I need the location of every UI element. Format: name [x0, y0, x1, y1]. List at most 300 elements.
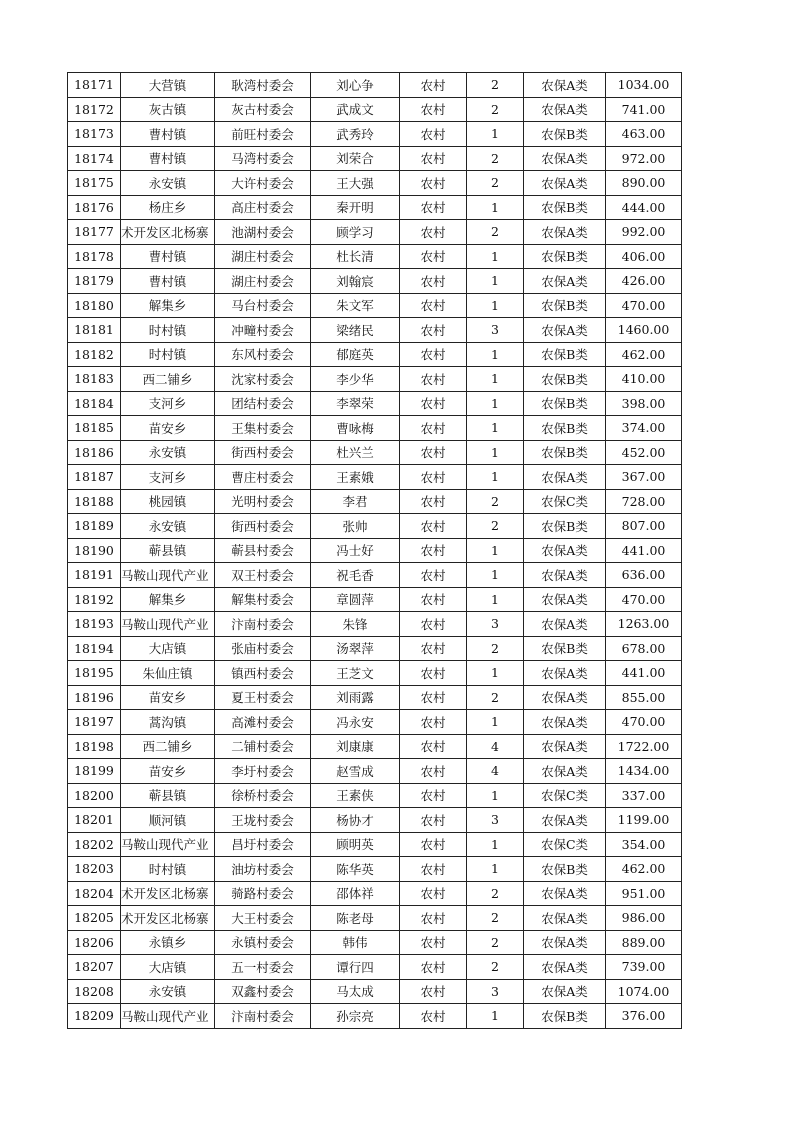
person-name-cell: 陈华英: [311, 857, 400, 882]
insurance-category-cell: 农保C类: [524, 832, 606, 857]
person-name-cell: 孙宗亮: [311, 1004, 400, 1029]
record-id-cell: 18207: [68, 955, 121, 980]
area-type-cell: 农村: [400, 195, 467, 220]
record-id-cell: 18198: [68, 734, 121, 759]
amount-cell: 376.00: [606, 1004, 682, 1029]
record-id-cell: 18202: [68, 832, 121, 857]
township-cell: 灰古镇: [121, 97, 215, 122]
insurance-category-cell: 农保B类: [524, 195, 606, 220]
township-cell: 永镇乡: [121, 930, 215, 955]
area-type-cell: 农村: [400, 734, 467, 759]
household-count-cell: 2: [467, 489, 524, 514]
area-type-cell: 农村: [400, 563, 467, 588]
table-row: [68, 808, 682, 833]
village-committee-cell: 东风村委会: [215, 342, 311, 367]
amount-cell: 462.00: [606, 857, 682, 882]
insurance-category-cell: 农保B类: [524, 293, 606, 318]
table-row: [68, 244, 682, 269]
village-committee-cell: 冲疃村委会: [215, 318, 311, 343]
amount-cell: 398.00: [606, 391, 682, 416]
township-cell: 曹村镇: [121, 146, 215, 171]
table-row: [68, 685, 682, 710]
village-committee-cell: 蕲县村委会: [215, 538, 311, 563]
area-type-cell: 农村: [400, 783, 467, 808]
amount-cell: 406.00: [606, 244, 682, 269]
area-type-cell: 农村: [400, 881, 467, 906]
township-cell: 马鞍山现代产业: [121, 832, 215, 857]
table-row: [68, 538, 682, 563]
table-row: [68, 759, 682, 784]
village-committee-cell: 大许村委会: [215, 171, 311, 196]
village-committee-cell: 双王村委会: [215, 563, 311, 588]
person-name-cell: 祝毛香: [311, 563, 400, 588]
table-row: [68, 171, 682, 196]
area-type-cell: 农村: [400, 514, 467, 539]
household-count-cell: 1: [467, 416, 524, 441]
record-id-cell: 18176: [68, 195, 121, 220]
table-row: [68, 220, 682, 245]
record-id-cell: 18194: [68, 636, 121, 661]
township-cell: 苗安乡: [121, 759, 215, 784]
person-name-cell: 顾明英: [311, 832, 400, 857]
household-count-cell: 3: [467, 808, 524, 833]
household-count-cell: 1: [467, 832, 524, 857]
township-cell: 永安镇: [121, 440, 215, 465]
record-id-cell: 18185: [68, 416, 121, 441]
area-type-cell: 农村: [400, 636, 467, 661]
household-count-cell: 1: [467, 391, 524, 416]
person-name-cell: 王素侠: [311, 783, 400, 808]
insurance-category-cell: 农保A类: [524, 171, 606, 196]
village-committee-cell: 五一村委会: [215, 955, 311, 980]
amount-cell: 470.00: [606, 710, 682, 735]
area-type-cell: 农村: [400, 416, 467, 441]
person-name-cell: 刘翰宸: [311, 269, 400, 294]
record-id-cell: 18172: [68, 97, 121, 122]
table-row: [68, 391, 682, 416]
village-committee-cell: 沈家村委会: [215, 367, 311, 392]
records-table: [67, 72, 682, 1029]
village-committee-cell: 二铺村委会: [215, 734, 311, 759]
amount-cell: 728.00: [606, 489, 682, 514]
table-row: [68, 563, 682, 588]
insurance-category-cell: 农保B类: [524, 416, 606, 441]
township-cell: 支河乡: [121, 465, 215, 490]
area-type-cell: 农村: [400, 759, 467, 784]
record-id-cell: 18188: [68, 489, 121, 514]
record-id-cell: 18184: [68, 391, 121, 416]
area-type-cell: 农村: [400, 955, 467, 980]
table-row: [68, 195, 682, 220]
person-name-cell: 汤翠萍: [311, 636, 400, 661]
village-committee-cell: 曹庄村委会: [215, 465, 311, 490]
table-row: [68, 930, 682, 955]
area-type-cell: 农村: [400, 489, 467, 514]
village-committee-cell: 耿湾村委会: [215, 73, 311, 98]
township-cell: 曹村镇: [121, 122, 215, 147]
area-type-cell: 农村: [400, 244, 467, 269]
area-type-cell: 农村: [400, 612, 467, 637]
township-cell: 时村镇: [121, 318, 215, 343]
insurance-category-cell: 农保A类: [524, 612, 606, 637]
record-id-cell: 18204: [68, 881, 121, 906]
record-id-cell: 18203: [68, 857, 121, 882]
insurance-category-cell: 农保A类: [524, 734, 606, 759]
amount-cell: 444.00: [606, 195, 682, 220]
table-row: [68, 857, 682, 882]
person-name-cell: 杜长清: [311, 244, 400, 269]
household-count-cell: 1: [467, 563, 524, 588]
area-type-cell: 农村: [400, 97, 467, 122]
village-committee-cell: 汴南村委会: [215, 1004, 311, 1029]
township-cell: 曹村镇: [121, 269, 215, 294]
person-name-cell: 王大强: [311, 171, 400, 196]
area-type-cell: 农村: [400, 1004, 467, 1029]
village-committee-cell: 前旺村委会: [215, 122, 311, 147]
area-type-cell: 农村: [400, 587, 467, 612]
township-cell: 大店镇: [121, 955, 215, 980]
insurance-category-cell: 农保A类: [524, 465, 606, 490]
person-name-cell: 谭行四: [311, 955, 400, 980]
township-cell: 术开发区北杨寨: [121, 906, 215, 931]
person-name-cell: 刘荣合: [311, 146, 400, 171]
household-count-cell: 2: [467, 97, 524, 122]
township-cell: 支河乡: [121, 391, 215, 416]
person-name-cell: 刘康康: [311, 734, 400, 759]
township-cell: 马鞍山现代产业: [121, 563, 215, 588]
household-count-cell: 1: [467, 195, 524, 220]
township-cell: 蕲县镇: [121, 538, 215, 563]
table-row: [68, 1004, 682, 1029]
insurance-category-cell: 农保A类: [524, 563, 606, 588]
person-name-cell: 章圆萍: [311, 587, 400, 612]
area-type-cell: 农村: [400, 808, 467, 833]
village-committee-cell: 双鑫村委会: [215, 979, 311, 1004]
household-count-cell: 1: [467, 342, 524, 367]
household-count-cell: 2: [467, 220, 524, 245]
person-name-cell: 冯士好: [311, 538, 400, 563]
household-count-cell: 1: [467, 661, 524, 686]
record-id-cell: 18174: [68, 146, 121, 171]
insurance-category-cell: 农保A类: [524, 587, 606, 612]
village-committee-cell: 池湖村委会: [215, 220, 311, 245]
table-body: [68, 73, 682, 1029]
person-name-cell: 韩伟: [311, 930, 400, 955]
household-count-cell: 2: [467, 955, 524, 980]
village-committee-cell: 灰古村委会: [215, 97, 311, 122]
area-type-cell: 农村: [400, 293, 467, 318]
village-committee-cell: 张庙村委会: [215, 636, 311, 661]
area-type-cell: 农村: [400, 318, 467, 343]
person-name-cell: 顾学习: [311, 220, 400, 245]
village-committee-cell: 永镇村委会: [215, 930, 311, 955]
insurance-category-cell: 农保A类: [524, 146, 606, 171]
insurance-category-cell: 农保B类: [524, 342, 606, 367]
record-id-cell: 18190: [68, 538, 121, 563]
record-id-cell: 18179: [68, 269, 121, 294]
amount-cell: 1434.00: [606, 759, 682, 784]
area-type-cell: 农村: [400, 342, 467, 367]
record-id-cell: 18173: [68, 122, 121, 147]
person-name-cell: 杜兴兰: [311, 440, 400, 465]
record-id-cell: 18183: [68, 367, 121, 392]
village-committee-cell: 湖庄村委会: [215, 244, 311, 269]
insurance-category-cell: 农保A类: [524, 710, 606, 735]
area-type-cell: 农村: [400, 122, 467, 147]
village-committee-cell: 高滩村委会: [215, 710, 311, 735]
person-name-cell: 梁绪民: [311, 318, 400, 343]
area-type-cell: 农村: [400, 391, 467, 416]
insurance-category-cell: 农保A类: [524, 808, 606, 833]
person-name-cell: 张帅: [311, 514, 400, 539]
record-id-cell: 18189: [68, 514, 121, 539]
household-count-cell: 2: [467, 930, 524, 955]
village-committee-cell: 徐桥村委会: [215, 783, 311, 808]
amount-cell: 739.00: [606, 955, 682, 980]
insurance-category-cell: 农保A类: [524, 269, 606, 294]
amount-cell: 951.00: [606, 881, 682, 906]
table-row: [68, 465, 682, 490]
record-id-cell: 18206: [68, 930, 121, 955]
household-count-cell: 1: [467, 783, 524, 808]
person-name-cell: 武成文: [311, 97, 400, 122]
area-type-cell: 农村: [400, 832, 467, 857]
record-id-cell: 18187: [68, 465, 121, 490]
person-name-cell: 王素娥: [311, 465, 400, 490]
township-cell: 术开发区北杨寨: [121, 881, 215, 906]
insurance-category-cell: 农保C类: [524, 489, 606, 514]
insurance-category-cell: 农保A类: [524, 685, 606, 710]
township-cell: 解集乡: [121, 587, 215, 612]
record-id-cell: 18201: [68, 808, 121, 833]
township-cell: 苗安乡: [121, 416, 215, 441]
village-committee-cell: 王垅村委会: [215, 808, 311, 833]
amount-cell: 636.00: [606, 563, 682, 588]
township-cell: 桃园镇: [121, 489, 215, 514]
household-count-cell: 2: [467, 171, 524, 196]
township-cell: 大店镇: [121, 636, 215, 661]
household-count-cell: 3: [467, 979, 524, 1004]
insurance-category-cell: 农保A类: [524, 979, 606, 1004]
township-cell: 蕲县镇: [121, 783, 215, 808]
record-id-cell: 18182: [68, 342, 121, 367]
person-name-cell: 曹咏梅: [311, 416, 400, 441]
village-committee-cell: 马湾村委会: [215, 146, 311, 171]
household-count-cell: 3: [467, 318, 524, 343]
record-id-cell: 18199: [68, 759, 121, 784]
table-row: [68, 122, 682, 147]
area-type-cell: 农村: [400, 440, 467, 465]
amount-cell: 992.00: [606, 220, 682, 245]
record-id-cell: 18186: [68, 440, 121, 465]
township-cell: 永安镇: [121, 514, 215, 539]
amount-cell: 426.00: [606, 269, 682, 294]
area-type-cell: 农村: [400, 367, 467, 392]
amount-cell: 452.00: [606, 440, 682, 465]
township-cell: 蒿沟镇: [121, 710, 215, 735]
household-count-cell: 1: [467, 122, 524, 147]
person-name-cell: 刘心争: [311, 73, 400, 98]
village-committee-cell: 夏王村委会: [215, 685, 311, 710]
township-cell: 术开发区北杨寨: [121, 220, 215, 245]
township-cell: 朱仙庄镇: [121, 661, 215, 686]
village-committee-cell: 马台村委会: [215, 293, 311, 318]
village-committee-cell: 昌圩村委会: [215, 832, 311, 857]
table-row: [68, 612, 682, 637]
person-name-cell: 冯永安: [311, 710, 400, 735]
record-id-cell: 18208: [68, 979, 121, 1004]
amount-cell: 890.00: [606, 171, 682, 196]
insurance-category-cell: 农保B类: [524, 857, 606, 882]
person-name-cell: 杨协才: [311, 808, 400, 833]
household-count-cell: 1: [467, 244, 524, 269]
amount-cell: 1199.00: [606, 808, 682, 833]
person-name-cell: 李翠荣: [311, 391, 400, 416]
amount-cell: 1460.00: [606, 318, 682, 343]
amount-cell: 367.00: [606, 465, 682, 490]
insurance-category-cell: 农保A类: [524, 97, 606, 122]
amount-cell: 410.00: [606, 367, 682, 392]
amount-cell: 354.00: [606, 832, 682, 857]
table-row: [68, 73, 682, 98]
insurance-category-cell: 农保A类: [524, 220, 606, 245]
table-row: [68, 783, 682, 808]
township-cell: 西二铺乡: [121, 367, 215, 392]
household-count-cell: 2: [467, 685, 524, 710]
table-row: [68, 342, 682, 367]
insurance-category-cell: 农保B类: [524, 244, 606, 269]
record-id-cell: 18177: [68, 220, 121, 245]
table-row: [68, 367, 682, 392]
insurance-category-cell: 农保A类: [524, 930, 606, 955]
township-cell: 顺河镇: [121, 808, 215, 833]
household-count-cell: 1: [467, 367, 524, 392]
insurance-category-cell: 农保A类: [524, 73, 606, 98]
table-row: [68, 416, 682, 441]
amount-cell: 678.00: [606, 636, 682, 661]
table-row: [68, 710, 682, 735]
record-id-cell: 18205: [68, 906, 121, 931]
household-count-cell: 1: [467, 538, 524, 563]
village-committee-cell: 湖庄村委会: [215, 269, 311, 294]
amount-cell: 889.00: [606, 930, 682, 955]
insurance-category-cell: 农保B类: [524, 514, 606, 539]
person-name-cell: 马太成: [311, 979, 400, 1004]
household-count-cell: 1: [467, 293, 524, 318]
household-count-cell: 2: [467, 73, 524, 98]
household-count-cell: 1: [467, 587, 524, 612]
table-row: [68, 832, 682, 857]
person-name-cell: 朱锋: [311, 612, 400, 637]
area-type-cell: 农村: [400, 979, 467, 1004]
record-id-cell: 18197: [68, 710, 121, 735]
amount-cell: 441.00: [606, 661, 682, 686]
table-row: [68, 979, 682, 1004]
area-type-cell: 农村: [400, 465, 467, 490]
insurance-category-cell: 农保A类: [524, 538, 606, 563]
township-cell: 时村镇: [121, 342, 215, 367]
table-row: [68, 97, 682, 122]
household-count-cell: 2: [467, 636, 524, 661]
area-type-cell: 农村: [400, 269, 467, 294]
township-cell: 苗安乡: [121, 685, 215, 710]
household-count-cell: 4: [467, 759, 524, 784]
amount-cell: 807.00: [606, 514, 682, 539]
record-id-cell: 18192: [68, 587, 121, 612]
person-name-cell: 李少华: [311, 367, 400, 392]
township-cell: 杨庄乡: [121, 195, 215, 220]
amount-cell: 855.00: [606, 685, 682, 710]
village-committee-cell: 油坊村委会: [215, 857, 311, 882]
table-row: [68, 514, 682, 539]
amount-cell: 972.00: [606, 146, 682, 171]
person-name-cell: 郁庭英: [311, 342, 400, 367]
record-id-cell: 18195: [68, 661, 121, 686]
insurance-category-cell: 农保B类: [524, 636, 606, 661]
household-count-cell: 1: [467, 440, 524, 465]
insurance-category-cell: 农保A类: [524, 759, 606, 784]
village-committee-cell: 团结村委会: [215, 391, 311, 416]
area-type-cell: 农村: [400, 538, 467, 563]
amount-cell: 1263.00: [606, 612, 682, 637]
township-cell: 永安镇: [121, 171, 215, 196]
table-row: [68, 636, 682, 661]
record-id-cell: 18171: [68, 73, 121, 98]
area-type-cell: 农村: [400, 661, 467, 686]
township-cell: 马鞍山现代产业: [121, 1004, 215, 1029]
village-committee-cell: 大王村委会: [215, 906, 311, 931]
village-committee-cell: 光明村委会: [215, 489, 311, 514]
household-count-cell: 4: [467, 734, 524, 759]
table-row: [68, 587, 682, 612]
household-count-cell: 1: [467, 1004, 524, 1029]
insurance-category-cell: 农保A类: [524, 881, 606, 906]
township-cell: 曹村镇: [121, 244, 215, 269]
table-row: [68, 489, 682, 514]
insurance-category-cell: 农保B类: [524, 367, 606, 392]
area-type-cell: 农村: [400, 220, 467, 245]
person-name-cell: 邵体祥: [311, 881, 400, 906]
person-name-cell: 陈老母: [311, 906, 400, 931]
table-row: [68, 955, 682, 980]
record-id-cell: 18175: [68, 171, 121, 196]
area-type-cell: 农村: [400, 710, 467, 735]
table-row: [68, 906, 682, 931]
township-cell: 西二铺乡: [121, 734, 215, 759]
household-count-cell: 1: [467, 710, 524, 735]
township-cell: 时村镇: [121, 857, 215, 882]
amount-cell: 441.00: [606, 538, 682, 563]
township-cell: 马鞍山现代产业: [121, 612, 215, 637]
table-row: [68, 318, 682, 343]
table-row: [68, 440, 682, 465]
area-type-cell: 农村: [400, 930, 467, 955]
insurance-category-cell: 农保C类: [524, 783, 606, 808]
area-type-cell: 农村: [400, 857, 467, 882]
township-cell: 大营镇: [121, 73, 215, 98]
table-row: [68, 734, 682, 759]
insurance-category-cell: 农保B类: [524, 440, 606, 465]
amount-cell: 337.00: [606, 783, 682, 808]
insurance-category-cell: 农保B类: [524, 391, 606, 416]
household-count-cell: 2: [467, 146, 524, 171]
amount-cell: 1034.00: [606, 73, 682, 98]
village-committee-cell: 高庄村委会: [215, 195, 311, 220]
amount-cell: 470.00: [606, 293, 682, 318]
record-id-cell: 18181: [68, 318, 121, 343]
village-committee-cell: 骑路村委会: [215, 881, 311, 906]
table-row: [68, 293, 682, 318]
